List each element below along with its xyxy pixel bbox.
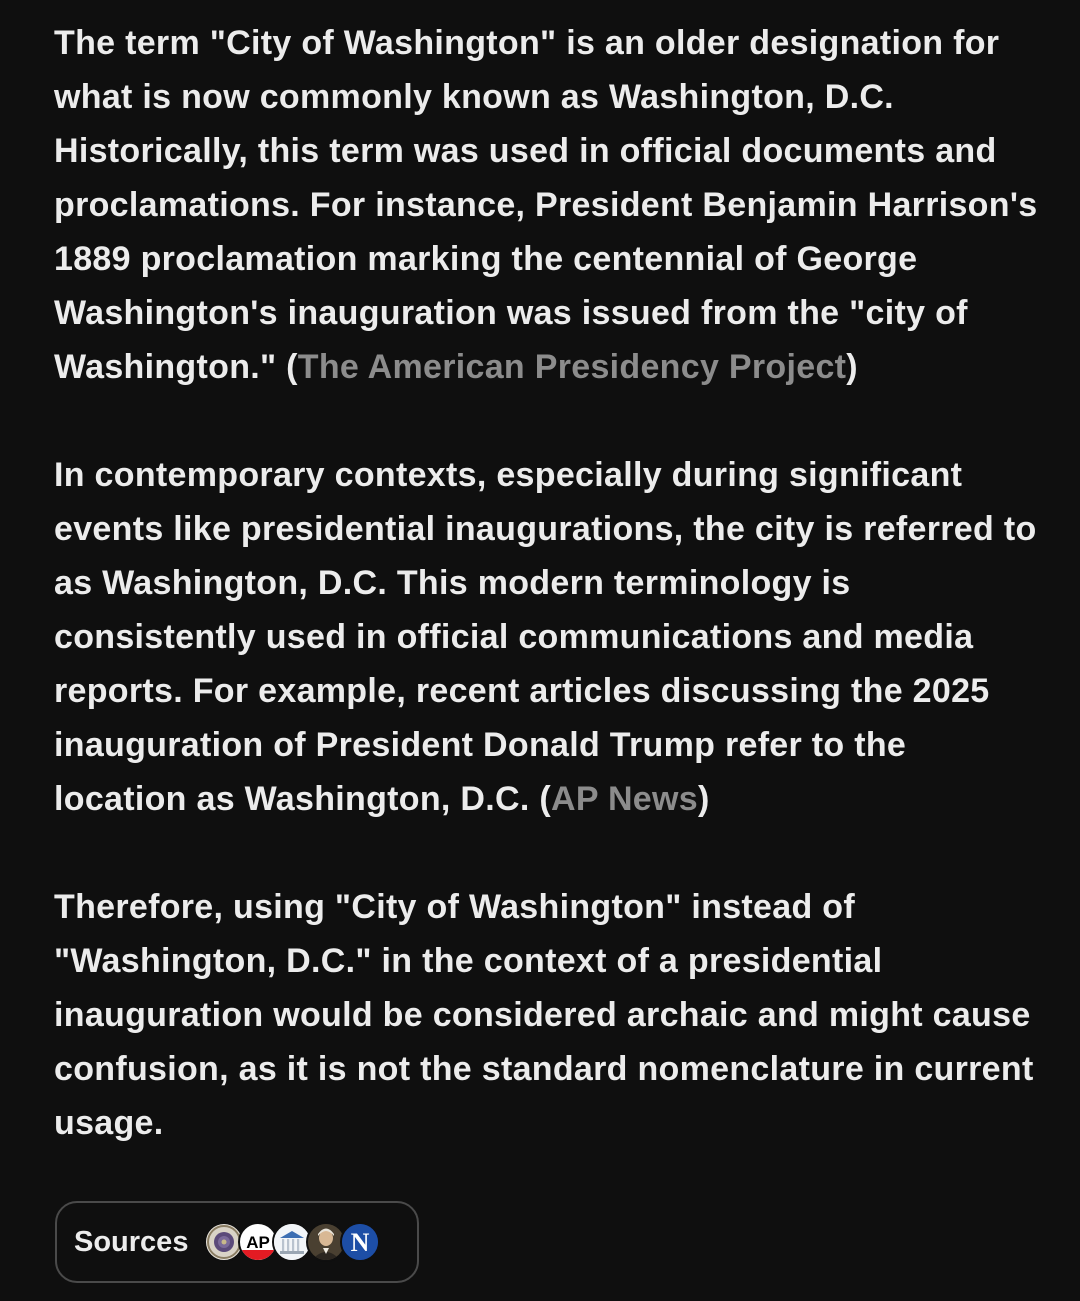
sources-button[interactable] <box>55 1201 419 1283</box>
citation-link-american-presidency-project[interactable]: The American Presidency Project <box>297 348 847 386</box>
citation-close-paren: ) <box>846 348 858 386</box>
paragraph-2 <box>54 448 1044 826</box>
paragraph-3-text: Therefore, using "City of Washington" instead of "Washington, D.C." in the context of a presidential inauguration would be considered archaic and might cause confusion, as it is not the standard nomenclature in current usage. <box>54 888 1034 1142</box>
sources-label: Sources <box>74 1225 189 1258</box>
citation-link-ap-news[interactable]: AP News <box>550 780 698 818</box>
paragraph-1-text: The term "City of Washington" is an older designation for what is now commonly known as Washington, D.C. Historically, this term was used in official documents and proclamations. For instance, President Benjamin Harrison's 1889 proclamation marking the centennial of George Washington's inauguration was issued from the "city of Washington." ( <box>54 24 1038 386</box>
source-favicons <box>204 1222 380 1262</box>
paragraph-3 <box>54 880 1044 1150</box>
n-logo-icon <box>340 1222 380 1262</box>
svg-text:N: N <box>351 1228 370 1257</box>
citation-close-paren: ) <box>697 780 710 818</box>
response-body <box>54 16 1044 1150</box>
paragraph-1 <box>54 16 1044 394</box>
svg-text:AP: AP <box>246 1233 271 1252</box>
paragraph-2-text: In contemporary contexts, especially during significant events like presidential inaugurations, the city is referred to as Washington, D.C. This modern terminology is consistently used in official communications and media reports. For example, recent articles discussing the 2025 inauguration of President Donald Trump refer to the location as Washington, D.C. ( <box>54 456 1037 818</box>
